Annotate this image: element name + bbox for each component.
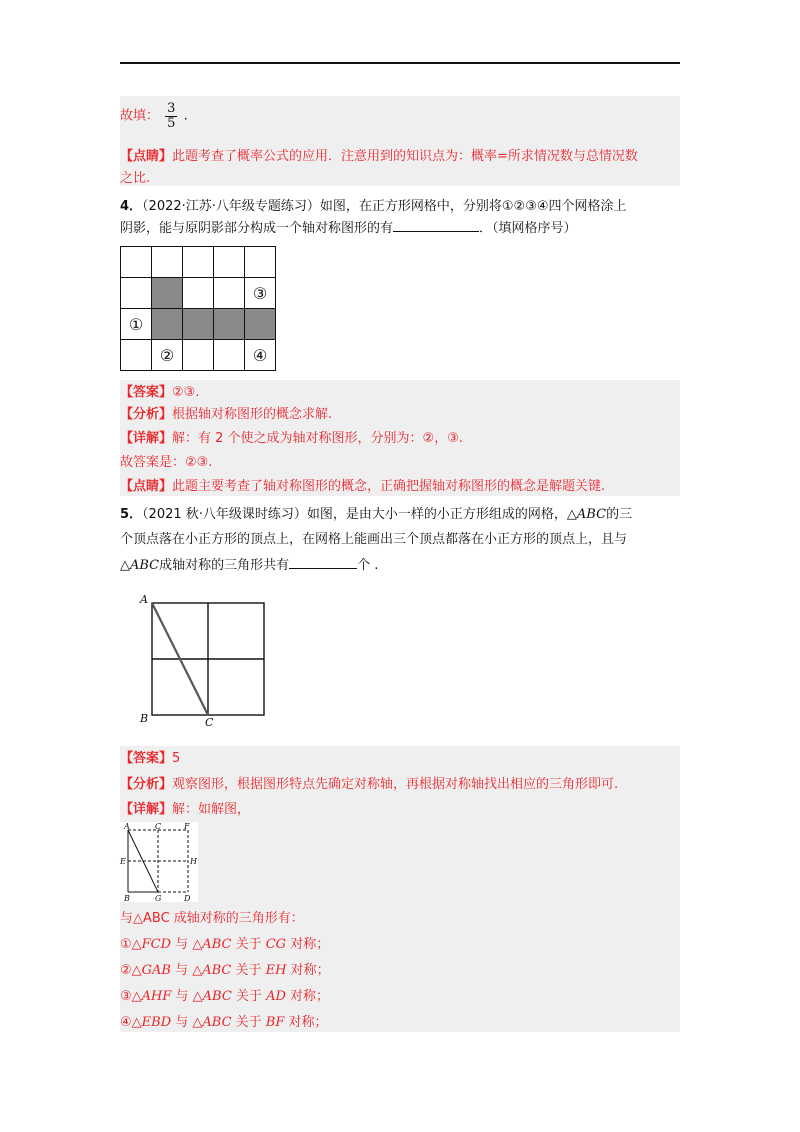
comment-tag: 【点睛】 [120, 479, 173, 494]
triangle-abc: △ABC [566, 507, 607, 522]
item-axis: AD [266, 989, 286, 1004]
detail-tag: 【详解】 [120, 431, 173, 446]
q5-intro: 与△ABC 成轴对称的三角形有： [120, 911, 304, 926]
grid-cell [121, 247, 152, 278]
grid-cell-shaded [152, 278, 183, 309]
grid-label-3: ③ [252, 284, 268, 303]
analysis-tag: 【分析】 [120, 777, 173, 792]
sol-label-g: G [155, 894, 162, 902]
q5-analysis: 观察图形，根据图形特点先确定对称轴，再根据对称轴找出相应的三角形即可. [172, 777, 619, 792]
q5-line-1 [120, 506, 632, 524]
grid-label-1: ① [128, 315, 144, 334]
q5-item-1 [120, 936, 329, 954]
fraction-numerator: 3 [167, 101, 176, 116]
grid-cell [121, 340, 152, 371]
q5-intro-line [120, 910, 304, 928]
q5-solution-figure [118, 822, 198, 902]
grid-cell-shaded [152, 309, 183, 340]
answer-tag: 【答案】 [120, 751, 173, 766]
grid-cell [214, 278, 245, 309]
grid-cell-shaded [183, 309, 214, 340]
grid-cell [183, 278, 214, 309]
q5-text-3b: 个 . [357, 558, 379, 573]
grid-label-4: ④ [252, 346, 268, 365]
q4-comment: 此题主要考查了轴对称图形的概念，正确把握轴对称图形的概念是解题关键. [172, 479, 606, 494]
grid-cell [152, 247, 183, 278]
q5-item-3 [120, 988, 329, 1006]
grid-cell-shaded [245, 309, 276, 340]
q5-answer-line [120, 750, 180, 768]
sol-label-f: F [184, 822, 190, 831]
item-triangle-abc: △ABC [192, 937, 232, 952]
item-text: 对称； [284, 1015, 328, 1030]
q5-number: 5． [120, 507, 143, 522]
sol-label-h: H [190, 857, 197, 866]
item-triangle: △AHF [131, 989, 172, 1004]
detail-tag: 【详解】 [120, 802, 173, 817]
q4-answer: ②③. [172, 385, 200, 400]
q4-line-2 [120, 220, 577, 238]
answer-fraction [165, 102, 177, 131]
vertex-label-b: B [140, 712, 149, 725]
grid-cell [183, 340, 214, 371]
q4-line-1 [120, 198, 627, 216]
q5-source: （2021 秋·八年级课时练习） [142, 507, 307, 522]
triangle-abc: △ABC [120, 558, 160, 573]
item-mark: ① [120, 937, 132, 952]
comment-text: 此题考查了概率公式的应用．注意用到的知识点为：概率=所求情况数与总情况数 [172, 149, 638, 164]
item-triangle: △FCD [131, 937, 172, 952]
q4-text-2b: ．（填网格序号） [479, 221, 577, 236]
q4-final-line [120, 454, 212, 472]
q4-source: （2022·江苏·八年级专题练习） [142, 199, 320, 214]
q5-text-1a: 如图，是由大小一样的小正方形组成的网格， [306, 507, 567, 522]
item-triangle: △EBD [131, 1015, 172, 1030]
q5-answer: 5 [172, 751, 181, 766]
q5-detail: 解：如解图， [172, 802, 251, 817]
q5-analysis-line [120, 776, 618, 794]
answer-tag: 【答案】 [120, 385, 173, 400]
top-comment-line-2 [120, 170, 150, 188]
item-triangle: △GAB [131, 963, 171, 978]
answer-block-top [120, 96, 680, 186]
item-text: 关于 [231, 1015, 266, 1030]
item-triangle-abc: △ABC [192, 1015, 232, 1030]
grid-cell [214, 247, 245, 278]
vertex-label-a: A [140, 593, 148, 606]
grid-cell [214, 340, 245, 371]
item-axis: CG [265, 937, 287, 952]
analysis-tag: 【分析】 [120, 407, 173, 422]
sol-label-a: A [124, 822, 130, 831]
item-text: 对称； [286, 963, 330, 978]
sol-label-e: E [120, 857, 126, 866]
q4-answer-line [120, 384, 199, 402]
q5-item-2 [120, 962, 330, 980]
top-answer-line [120, 102, 188, 131]
q4-comment-line [120, 478, 605, 496]
q4-grid-figure [120, 246, 280, 372]
q4-answer-blank [393, 231, 479, 232]
item-mark: ④ [120, 1015, 132, 1030]
comment-tag: 【点睛】 [120, 149, 173, 164]
item-text: 关于 [231, 937, 266, 952]
item-text: 与 [171, 989, 193, 1004]
fraction-denominator: 5 [167, 116, 176, 131]
q4-detail-line [120, 430, 463, 448]
item-text: 关于 [231, 963, 266, 978]
q5-detail-line [120, 801, 250, 819]
sol-label-b: B [124, 894, 130, 902]
answer-suffix: . [183, 108, 188, 124]
item-mark: ③ [120, 989, 132, 1004]
item-text: 对称； [285, 989, 330, 1004]
item-triangle-abc: △ABC [192, 989, 232, 1004]
item-text: 与 [170, 963, 193, 978]
q5-line-2 [120, 531, 627, 549]
grid-label-2: ② [159, 346, 175, 365]
item-axis: EH [265, 963, 287, 978]
q5-answer-blank [289, 568, 357, 569]
q4-text-1: 如图，在正方形网格中，分别将①②③④四个网格涂上 [319, 199, 627, 214]
sol-label-d: D [184, 894, 191, 902]
q5-text-1b: 的三 [606, 507, 633, 522]
q4-final: 故答案是：②③. [120, 455, 213, 470]
q5-item-4 [120, 1014, 328, 1032]
q4-analysis: 根据轴对称图形的概念求解. [172, 407, 333, 422]
header-rule [120, 62, 680, 64]
q4-text-2a: 阴影，能与原阴影部分构成一个轴对称图形的有 [120, 221, 394, 236]
item-text: 与 [171, 937, 193, 952]
q5-line-3 [120, 557, 378, 575]
item-text: 关于 [231, 989, 267, 1004]
item-text: 对称； [286, 937, 330, 952]
grid-cell [183, 247, 214, 278]
q4-detail: 解：有 2 个使之成为轴对称图形，分别为：②，③. [172, 431, 463, 446]
item-mark: ② [120, 963, 132, 978]
answer-prefix: 故填： [120, 108, 160, 124]
q4-number: 4． [120, 199, 143, 214]
comment-text-cont: 之比. [120, 171, 151, 186]
item-axis: BF [265, 1015, 285, 1030]
q5-grid-figure [136, 590, 276, 726]
grid-cell [121, 278, 152, 309]
q5-text-3a: 成轴对称的三角形共有 [159, 558, 290, 573]
q4-analysis-line [120, 406, 332, 424]
q5-text-2: 个顶点落在小正方形的顶点上，在网格上能画出三个顶点都落在小正方形的顶点上，且与 [120, 532, 628, 547]
item-triangle-abc: △ABC [192, 963, 232, 978]
sol-label-c: C [155, 822, 162, 831]
item-text: 与 [171, 1015, 193, 1030]
grid-cell [245, 247, 276, 278]
top-comment-line-1 [120, 148, 638, 166]
grid-cell-shaded [214, 309, 245, 340]
vertex-label-c: C [205, 716, 214, 726]
